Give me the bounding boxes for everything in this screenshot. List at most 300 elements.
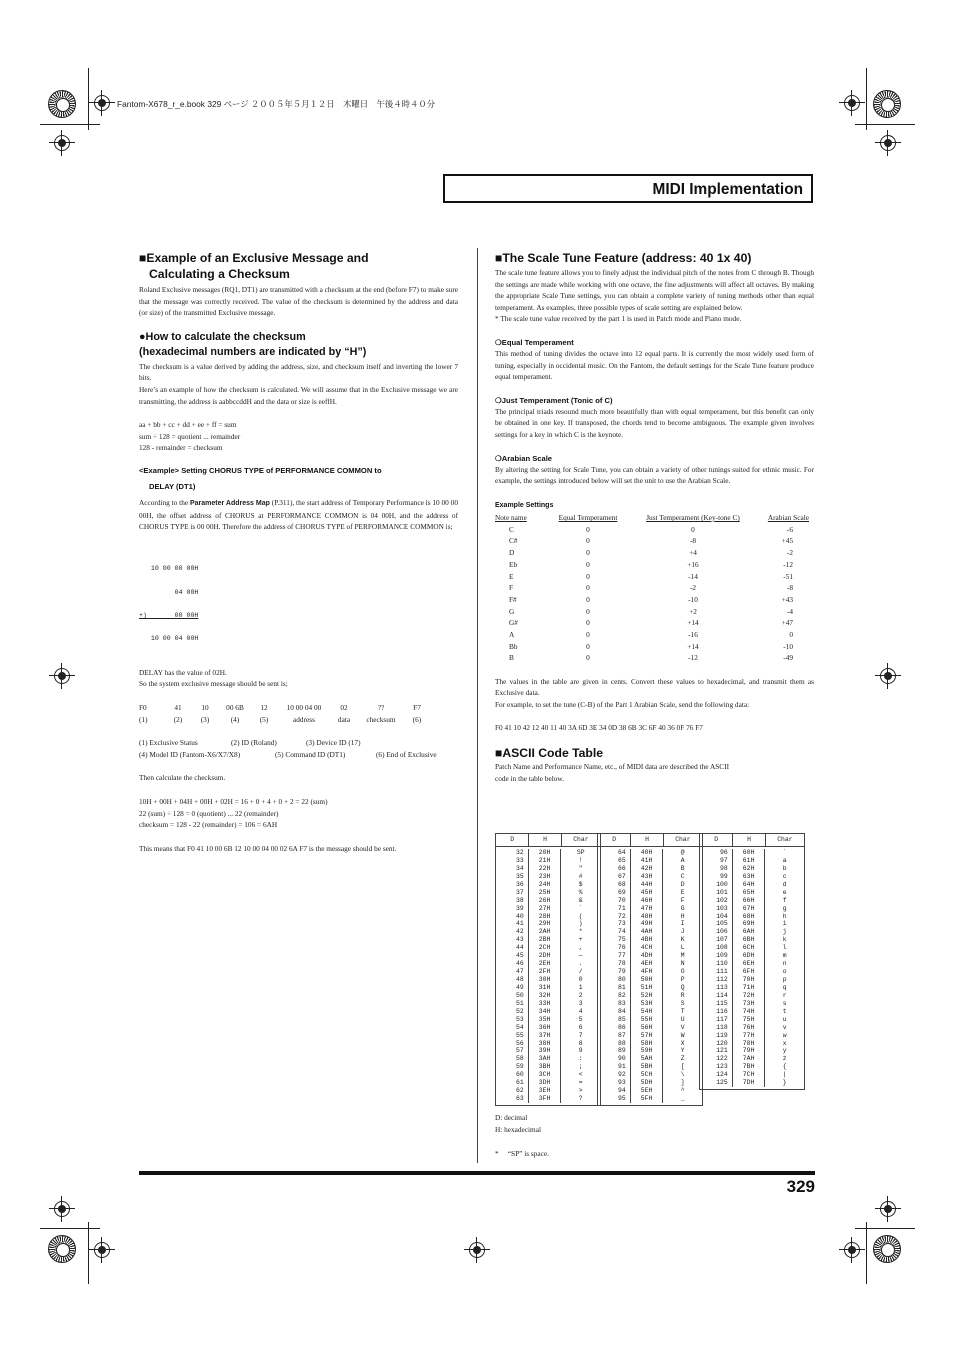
scale-table-row (495, 629, 809, 641)
calc-line: checksum = 128 - 22 (remainder) = 106 = 6AH (139, 820, 278, 830)
ascii-row (598, 1063, 702, 1071)
msg-label: (3) (200, 714, 210, 724)
ascii-cell: v (782, 1023, 787, 1031)
ascii-cell: 32 (496, 849, 529, 857)
ascii-cell: q (782, 983, 787, 991)
ascii-cell: e (782, 888, 787, 896)
ascii-cell: 55 (496, 1032, 529, 1040)
scale-table-cell: -6 (786, 524, 793, 534)
ascii-cell: 74 (598, 928, 631, 936)
scale-table-cell: 0 (586, 548, 590, 558)
scale-table-row (495, 617, 809, 629)
ascii-cell: 66H (733, 897, 766, 905)
ascii-cell: 86 (598, 1024, 631, 1032)
scale-table-cell: 0 (586, 641, 590, 651)
scale-table-cell: -2 (689, 583, 697, 593)
ascii-row (700, 968, 804, 976)
scale-table (495, 512, 809, 664)
note-decimal: D: decimal (495, 1113, 528, 1122)
delay-line-2: So the system exclusive message should be sent is; (139, 679, 288, 689)
ascii-cell: 79H (733, 1047, 766, 1055)
ascii-cell: h (782, 912, 787, 920)
ascii-row (496, 1047, 600, 1055)
ascii-cell: 33 (496, 857, 529, 865)
right-column (495, 250, 814, 784)
scale-table-cell: B (509, 653, 514, 663)
ascii-cell: 54 (496, 1024, 529, 1032)
ascii-row (700, 889, 804, 897)
scale-table-cell: 0 (586, 524, 590, 534)
ascii-cell: 36H (529, 1024, 562, 1032)
ascii-cell: 75 (598, 936, 631, 944)
ascii-cell: ` (782, 849, 787, 856)
msg-label: data (337, 714, 351, 724)
ascii-cell: 64 (598, 849, 631, 857)
scale-table-cell: C# (509, 536, 518, 546)
ascii-cell: L (680, 944, 685, 952)
ascii-cell: 74H (733, 1008, 766, 1016)
ascii-cell: X (680, 1039, 685, 1047)
ascii-row (496, 881, 600, 889)
ascii-row (598, 936, 702, 944)
ascii-row (700, 1016, 804, 1024)
ascii-cell: 75H (733, 1016, 766, 1024)
ascii-cell: SP (576, 849, 585, 856)
scale-table-cell: Eb (509, 559, 518, 569)
registration-mark (94, 95, 110, 111)
scale-table-cell: 0 (789, 629, 793, 639)
ascii-cell: 5DH (631, 1079, 664, 1087)
ascii-cell: 50H (631, 976, 664, 984)
ascii-cell: 93 (598, 1079, 631, 1087)
ascii-cell: g (782, 904, 787, 912)
scale-table-cell: 0 (586, 559, 590, 569)
ascii-row (496, 976, 600, 984)
scale-table-header (495, 512, 809, 524)
ascii-cell: 30H (529, 976, 562, 984)
ascii-cell: 51 (496, 1000, 529, 1008)
ascii-row (700, 857, 804, 865)
ascii-cell: < (578, 1071, 583, 1079)
ascii-cell: | (782, 1071, 787, 1079)
ascii-cell: Y (680, 1047, 685, 1055)
ascii-cell: 56 (496, 1040, 529, 1048)
msg-cell: 12 (260, 703, 268, 713)
addition-line: 04 00H (139, 588, 199, 596)
ascii-cell: 100 (700, 881, 733, 889)
ascii-row (496, 889, 600, 897)
ascii-cell: 66 (598, 865, 631, 873)
ascii-cell: 60 (496, 1071, 529, 1079)
heading-how-to-calc-2: (hexadecimal numbers are indicated by “H”) (139, 345, 367, 358)
msg-cell: 41 (174, 703, 182, 713)
ascii-row (598, 889, 702, 897)
ascii-cell: 39H (529, 1047, 562, 1055)
scale-header-cell: Arabian Scale (767, 513, 809, 523)
scale-table-cell: +2 (689, 606, 697, 616)
ascii-cell: 5BH (631, 1063, 664, 1071)
ascii-cell: C (680, 872, 685, 880)
scale-header-cell: Note name (495, 513, 527, 523)
ascii-cell: 114 (700, 992, 733, 1000)
ascii-cell: 69 (598, 889, 631, 897)
ascii-row (496, 1032, 600, 1040)
ascii-header (496, 834, 600, 847)
ascii-cell: u (782, 1015, 787, 1023)
ascii-row (700, 936, 804, 944)
ascii-cell: 3FH (529, 1095, 562, 1103)
ascii-row (598, 920, 702, 928)
ascii-cell: 45 (496, 952, 529, 960)
ascii-cell: 43H (631, 873, 664, 881)
ascii-row (496, 968, 600, 976)
legend-item: (4) Model ID (Fantom-X6/X7/X8) (139, 749, 241, 759)
legend-row-2 (139, 749, 458, 761)
ascii-cell: 96 (700, 849, 733, 857)
ascii-cell: 41 (496, 920, 529, 928)
ascii-cell: % (578, 888, 583, 896)
scale-table-cell: G (509, 606, 515, 616)
scale-table-row (495, 570, 809, 582)
forex-paragraph: For example, to set the tune (C-B) of the Part 1 Arabian Scale, send the following data: (495, 699, 750, 709)
ascii-cell: 87 (598, 1032, 631, 1040)
ascii-cell: 5 (578, 1015, 583, 1023)
ascii-cell: 107 (700, 936, 733, 944)
ascii-row (598, 913, 702, 921)
ascii-cell: 72H (733, 992, 766, 1000)
ascii-cell: 71 (598, 905, 631, 913)
ascii-cell: 33H (529, 1000, 562, 1008)
ascii-cell: 2AH (529, 928, 562, 936)
ascii-row (496, 1063, 600, 1071)
ascii-cell: 49H (631, 920, 664, 928)
ascii-cell: 1 (578, 983, 583, 991)
ascii-cell: 6BH (733, 936, 766, 944)
note-space: * “SP” is space. (495, 1149, 549, 1158)
scale-table-cell: -4 (786, 606, 793, 616)
parameter-address-map-link[interactable]: Parameter Address Map (189, 499, 270, 507)
ascii-cell: 32H (529, 992, 562, 1000)
msg-label: (6) (412, 714, 422, 724)
ascii-cell: 105 (700, 920, 733, 928)
how-paragraph-2: Here’s an example of how the checksum is calculated. We will assume that in the Exclusive message we are transmitting, the address is aabbccddH and the data or size is eeffH. (139, 384, 458, 406)
ascii-cell: I (680, 920, 685, 928)
ascii-cell: 82 (598, 992, 631, 1000)
registration-mark (880, 135, 896, 151)
ascii-cell: + (578, 936, 583, 944)
ascii-cell: Z (680, 1055, 685, 1063)
scale-table-cell: -10 (783, 641, 793, 651)
ascii-cell: ) (578, 920, 583, 928)
ascii-cell: A (680, 856, 685, 864)
ascii-cell: $ (578, 880, 583, 888)
heading-just-temperament: ❍Just Temperament (Tonic of C) (495, 395, 613, 405)
ascii-cell: 97 (700, 857, 733, 865)
ascii-cell: 5EH (631, 1087, 664, 1095)
message-labels (139, 714, 458, 726)
ascii-row (598, 960, 702, 968)
ascii-cell: 5CH (631, 1071, 664, 1079)
ascii-cell: ! (578, 856, 583, 864)
scale-table-cell: 0 (586, 618, 590, 628)
registration-mark (54, 135, 70, 151)
ascii-row (700, 952, 804, 960)
ascii-cell: 35 (496, 873, 529, 881)
ascii-cell: 48H (631, 913, 664, 921)
ascii-cell: 54H (631, 1008, 664, 1016)
ascii-cell: p (782, 976, 787, 983)
ascii-cell: 115 (700, 1000, 733, 1008)
scale-table-cell: G# (509, 618, 518, 628)
equal-paragraph: This method of tuning divides the octave into 12 equal parts. It is currently the most widely used form of tuning, especially in occidental music. On the Fantom, the default settings for the Scale Tune feature produce equal temperament. (495, 348, 814, 382)
ascii-cell: 119 (700, 1032, 733, 1040)
addition-line: +) 00 00H (139, 612, 199, 620)
ascii-cell: 81 (598, 984, 631, 992)
ascii-cell: 6CH (733, 944, 766, 952)
note-hexadecimal: H: hexadecimal (495, 1125, 541, 1134)
ascii-row (496, 849, 600, 857)
ascii-cell: 91 (598, 1063, 631, 1071)
heading-equal-temperament: ❍Equal Temperament (495, 337, 574, 347)
ascii-cell: 3EH (529, 1087, 562, 1095)
scale-table-cell: +14 (687, 641, 699, 651)
scale-table-cell: D (509, 548, 515, 558)
ascii-cell: 79 (598, 968, 631, 976)
registration-mark (94, 1242, 110, 1258)
ascii-cell: 4FH (631, 968, 664, 976)
ascii-row (598, 992, 702, 1000)
ascii-cell: i (782, 920, 787, 928)
registration-mark (844, 95, 860, 111)
ascii-cell: 103 (700, 905, 733, 913)
scale-table-row (495, 547, 809, 559)
ascii-cell: 70H (733, 976, 766, 984)
ascii-cell: 64H (733, 881, 766, 889)
ascii-cell: 7CH (733, 1071, 766, 1079)
ascii-cell: 65H (733, 889, 766, 897)
scale-table-cell: F# (509, 594, 517, 604)
ascii-cell: 35H (529, 1016, 562, 1024)
ascii-cell: ^ (680, 1087, 685, 1095)
ascii-row (496, 1040, 600, 1048)
scale-table-cell: +14 (687, 618, 699, 628)
ascii-cell: j (782, 928, 787, 936)
ascii-cell: 62 (496, 1087, 529, 1095)
ascii-cell: 4AH (631, 928, 664, 936)
scale-table-cell: -49 (783, 653, 793, 663)
ascii-cell: 88 (598, 1040, 631, 1048)
message-values (139, 702, 458, 714)
ascii-cell: a (782, 856, 787, 864)
ascii-cell: 7DH (733, 1079, 766, 1087)
ascii-cell: 121 (700, 1047, 733, 1055)
ascii-cell: 106 (700, 928, 733, 936)
ascii-cell: O (680, 968, 685, 976)
msg-label: address (293, 714, 315, 724)
ascii-cell: 68H (733, 913, 766, 921)
ascii-cell: S (680, 999, 685, 1007)
scale-table-cell: -12 (783, 559, 793, 569)
ascii-cell: 41H (631, 857, 664, 865)
ascii-cell: 42 (496, 928, 529, 936)
ascii-cell: 29H (529, 920, 562, 928)
ascii-cell: c (782, 872, 787, 880)
registration-star-bottom-right (873, 1235, 901, 1263)
ascii-cell: : (578, 1055, 583, 1063)
values-paragraph: The values in the table are given in cents. Convert these values to hexadecimal, and transmit them as Exclusive data. (495, 676, 814, 698)
ascii-cell: 6EH (733, 960, 766, 968)
ascii-row (700, 1063, 804, 1071)
ascii-header-cell: H (631, 834, 663, 846)
ascii-cell: 43 (496, 936, 529, 944)
ascii-cell: 36 (496, 881, 529, 889)
ascii-cell: 5AH (631, 1055, 664, 1063)
ascii-cell: 50 (496, 992, 529, 1000)
ascii-cell: \ (680, 1071, 685, 1079)
ascii-cell: 47 (496, 968, 529, 976)
ascii-row (496, 984, 600, 992)
ascii-cell: @ (680, 849, 685, 856)
section-title: MIDI Implementation (652, 181, 803, 198)
ascii-cell: 77 (598, 952, 631, 960)
ascii-cell: 80 (598, 976, 631, 984)
heading-how-to-calc: ●How to calculate the checksum (139, 330, 306, 343)
ascii-cell: , (578, 944, 583, 952)
scale-table-cell: +45 (781, 536, 793, 546)
msg-label: (5) (259, 714, 269, 724)
ascii-row (700, 865, 804, 873)
ascii-row (496, 960, 600, 968)
scale-table-row (495, 640, 809, 652)
registration-star-top-right (873, 90, 901, 118)
ascii-cell: } (782, 1079, 787, 1087)
ascii-cell: 59H (631, 1047, 664, 1055)
ascii-cell: K (680, 936, 685, 944)
ascii-cell: ( (578, 912, 583, 920)
ascii-cell: 108 (700, 944, 733, 952)
section-title-box (443, 174, 813, 203)
ascii-row (598, 976, 702, 984)
how-paragraph-1: The checksum is a value derived by adding the address, size, and checksum itself and inverting the lower 7 bits. (139, 361, 458, 383)
ascii-cell: N (680, 960, 685, 968)
scale-paragraph: The scale tune feature allows you to finely adjust the individual pitch of the notes from C through B. Though the settings are made while working with one octave, the fine adjustments will affect all octaves. By making the appropriate Scale Tune settings, you can obtain a complete variety of tuning methods other than equal temperament. As examples, three possible types of scale setting are explained below. (495, 268, 814, 312)
ascii-cell: x (782, 1039, 787, 1047)
ascii-cell: T (680, 1007, 685, 1015)
heading-scale-tune: ■The Scale Tune Feature (address: 40 1x 40) (495, 251, 752, 265)
msg-label: checksum (366, 714, 396, 724)
ascii-cell: 60H (733, 849, 766, 857)
ascii-row (700, 984, 804, 992)
ascii-row (598, 928, 702, 936)
ascii-cell: 38H (529, 1040, 562, 1048)
book-header-line: Fantom-X678_r_e.book 329 ページ ２００５年５月１２日 木曜日 午後４時４０分 (117, 99, 436, 109)
scale-table-row (495, 652, 809, 664)
registration-mark (54, 1201, 70, 1217)
ascii-row (598, 1087, 702, 1095)
ascii-cell: 123 (700, 1063, 733, 1071)
ascii-cell: 2CH (529, 944, 562, 952)
ascii-cell: 22H (529, 865, 562, 873)
ascii-row (598, 897, 702, 905)
ascii-row (598, 1055, 702, 1063)
ascii-row (700, 897, 804, 905)
example-paragraph-a: According to the (139, 497, 190, 507)
example-heading-2: DELAY (DT1) (149, 481, 196, 491)
ascii-column (597, 833, 703, 1106)
ascii-row (700, 944, 804, 952)
ascii-row (496, 936, 600, 944)
ascii-row (496, 1087, 600, 1095)
ascii-row (700, 1071, 804, 1079)
legend-item: (2) ID (Roland) (231, 738, 277, 748)
ascii-cell: 3CH (529, 1071, 562, 1079)
ascii-cell: 69H (733, 920, 766, 928)
bottom-rule (139, 1171, 815, 1175)
ascii-row (700, 1000, 804, 1008)
ascii-cell: 34H (529, 1008, 562, 1016)
ascii-row (496, 952, 600, 960)
heading-arabian-scale: ❍Arabian Scale (495, 453, 553, 463)
scale-table-cell: 0 (586, 571, 590, 581)
ascii-cell: 111 (700, 968, 733, 976)
scale-table-cell: -14 (688, 571, 698, 581)
ascii-cell: 7BH (733, 1063, 766, 1071)
ascii-header (598, 834, 702, 847)
ascii-row (700, 873, 804, 881)
ascii-cell: 89 (598, 1047, 631, 1055)
scale-table-cell: 0 (586, 536, 590, 546)
ascii-cell: 44 (496, 944, 529, 952)
ascii-cell: 46H (631, 897, 664, 905)
intro-paragraph: Roland Exclusive messages (RQ1, DT1) are transmitted with a checksum at the end (before F7) to make sure that the message was correctly received. The value of the checksum is determined by the address and data (or size) of the transmitted Exclusive message. (139, 285, 458, 318)
ascii-cell: J (680, 928, 685, 936)
ascii-row (496, 1000, 600, 1008)
ascii-cell: 52 (496, 1008, 529, 1016)
ascii-cell: P (680, 976, 685, 983)
ascii-row (598, 1079, 702, 1087)
msg-cell: 00 6B (226, 703, 244, 713)
scale-table-cell: F (509, 583, 514, 593)
ascii-cell: > (578, 1087, 583, 1095)
ascii-row (496, 1024, 600, 1032)
ascii-cell: * (578, 928, 583, 936)
ascii-cell: 65 (598, 857, 631, 865)
ascii-cell: 94 (598, 1087, 631, 1095)
ascii-cell: [ (680, 1063, 685, 1071)
ascii-cell: 76 (598, 944, 631, 952)
ascii-cell: 61H (733, 857, 766, 865)
final-message: This means that F0 41 10 00 6B 12 10 00 04 00 02 6A F7 is the message should be sent. (139, 843, 397, 853)
ascii-cell: 4DH (631, 952, 664, 960)
ascii-row (598, 1095, 702, 1103)
ascii-cell: w (782, 1031, 787, 1039)
ascii-cell: " (578, 864, 583, 872)
scale-table-cell: -51 (783, 571, 793, 581)
ascii-cell: 104 (700, 913, 733, 921)
ascii-cell: 98 (700, 865, 733, 873)
ascii-cell: E (680, 888, 685, 896)
ascii-row (700, 1024, 804, 1032)
ascii-cell: 63H (733, 873, 766, 881)
formula-line: sum ÷ 128 = quotient ... remainder (139, 431, 241, 441)
ascii-header-cell: Char (675, 836, 691, 843)
ascii-row (598, 881, 702, 889)
ascii-cell: f (782, 896, 787, 904)
ascii-cell: 67H (733, 905, 766, 913)
ascii-cell: l (782, 944, 787, 952)
ascii-column (699, 833, 805, 1090)
ascii-cell: 53H (631, 1000, 664, 1008)
